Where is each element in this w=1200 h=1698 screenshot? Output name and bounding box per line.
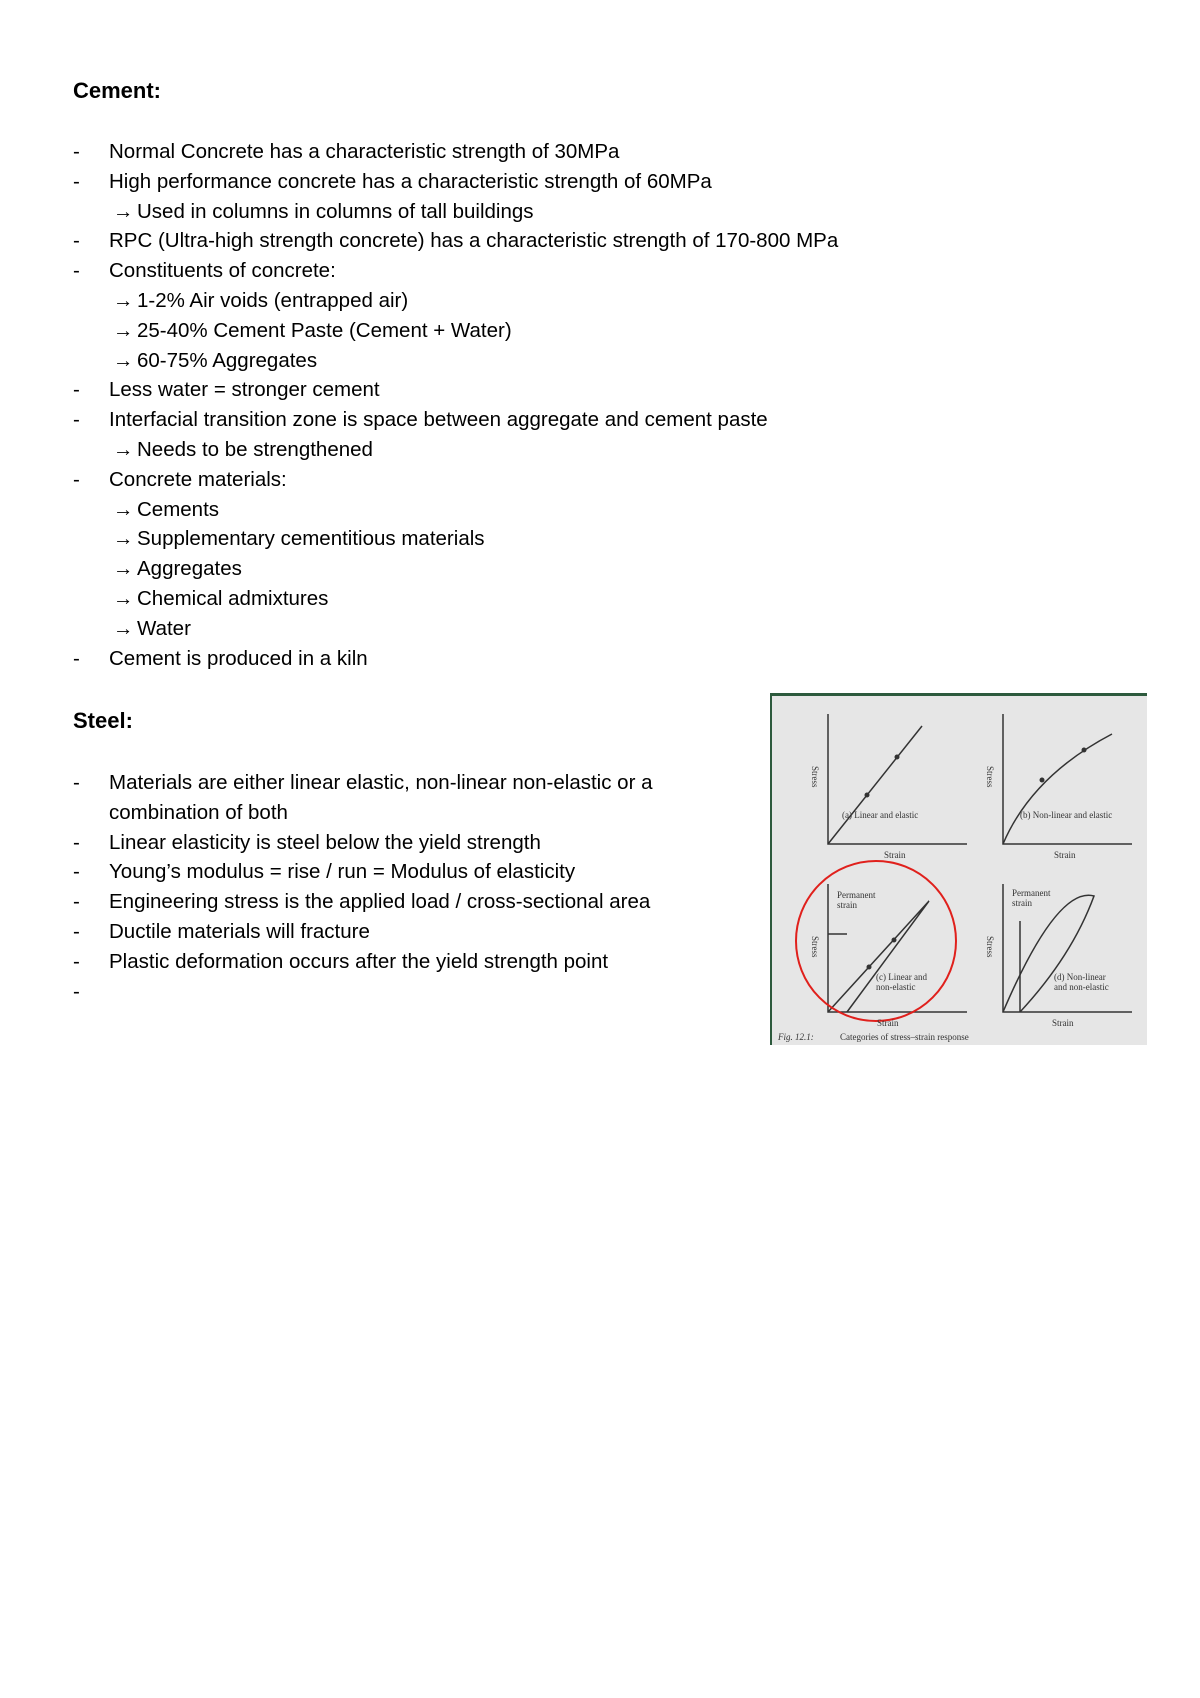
arrow-right-icon: → (113, 557, 134, 581)
dash-bullet: - (73, 259, 80, 283)
list-item-text: Interfacial transition zone is space between aggregate and cement paste (109, 408, 768, 432)
dash-bullet: - (73, 378, 80, 402)
list-item-text: Supplementary cementitious materials (137, 527, 485, 551)
dash-bullet: - (73, 860, 80, 884)
list-item (73, 947, 653, 977)
list-item (73, 917, 653, 947)
sub-list-item (73, 197, 838, 227)
panel-c-point (892, 938, 897, 943)
list-item-text: Concrete materials: (109, 467, 287, 491)
dash-bullet: - (73, 771, 80, 794)
section-heading-steel: Steel: (73, 708, 133, 733)
list-item-text: 25-40% Cement Paste (Cement + Water) (137, 318, 512, 342)
list-item-text: Materials are either linear elastic, non-linear non-elastic or a (109, 771, 653, 794)
list-item-text: Needs to be strengthened (137, 437, 373, 461)
list-item-text: Water (137, 616, 191, 640)
figure-caption-text: Categories of stress–strain response (840, 1032, 969, 1042)
panel-b-xlabel: Strain (1054, 850, 1076, 860)
arrow-right-icon: → (113, 199, 134, 223)
arrow-right-icon: → (113, 497, 134, 521)
arrow-right-icon: → (113, 616, 134, 640)
list-item-text: Cements (137, 497, 220, 521)
list-item-text: Linear elasticity is steel below the yield strength (109, 830, 541, 854)
list-item-text: RPC (Ultra-high strength concrete) has a characteristic strength of 170-800 MPa (109, 229, 839, 253)
list-item (73, 167, 838, 197)
list-item (73, 644, 838, 674)
list-item-text: High performance concrete has a characteristic strength of 60MPa (109, 169, 712, 193)
list-item (73, 137, 838, 167)
panel-c-point (867, 965, 872, 970)
list-item-text: Plastic deformation occurs after the yield strength point (109, 949, 609, 973)
list-item (73, 465, 838, 495)
panel-c-xlabel: Strain (877, 1018, 899, 1028)
dash-bullet: - (73, 979, 80, 1003)
arrow-right-icon: → (113, 437, 134, 461)
panel-c-note-2: strain (837, 900, 857, 910)
list-item (73, 405, 838, 435)
list-item-text: Engineering stress is the applied load / cross-sectional area (109, 890, 651, 914)
panel-d-note: Permanent (1012, 888, 1051, 898)
list-item (73, 768, 653, 798)
sub-list-item (73, 495, 838, 525)
list-item-text: 1-2% Air voids (entrapped air) (137, 288, 409, 312)
list-item-text: Constituents of concrete: (109, 259, 336, 283)
list-item (73, 226, 838, 256)
list-item-text: Young’s modulus = rise / run = Modulus of elasticity (109, 860, 576, 884)
dash-bullet: - (73, 646, 80, 670)
sub-list-item (73, 346, 838, 376)
sub-list-item (73, 316, 838, 346)
dash-bullet: - (73, 140, 80, 163)
panel-a-curve (828, 726, 922, 844)
arrow-right-icon: → (113, 318, 134, 342)
panel-a-ylabel: Stress (810, 766, 820, 788)
list-item-text: Normal Concrete has a characteristic strength of 30MPa (109, 140, 620, 163)
list-item-text: Cement is produced in a kiln (109, 646, 368, 670)
panel-b-ylabel: Stress (985, 766, 995, 788)
list-item-continuation (73, 798, 653, 828)
arrow-right-icon: → (113, 288, 134, 312)
panel-d-ylabel: Stress (985, 936, 995, 958)
dash-bullet: - (73, 890, 80, 914)
sub-list-item (73, 435, 838, 465)
panel-a-point (865, 793, 870, 798)
sub-list-item (73, 554, 838, 584)
arrow-right-icon: → (113, 586, 134, 610)
dash-bullet: - (73, 408, 80, 432)
panel-d-caption: (d) Non-linear (1054, 972, 1106, 982)
panel-d-note-2: strain (1012, 898, 1032, 908)
list-item (73, 375, 838, 405)
dash-bullet: - (73, 919, 80, 943)
list-item (73, 857, 653, 887)
panel-a-axes (828, 714, 967, 844)
sub-list-item (73, 584, 838, 614)
sub-list-item (73, 524, 838, 554)
list-item-text: combination of both (109, 800, 288, 824)
panel-c-ylabel: Stress (810, 936, 820, 958)
panel-d-caption-2: and non-elastic (1054, 982, 1109, 992)
dash-bullet: - (73, 229, 80, 253)
cement-notes-list (73, 137, 838, 673)
panel-c-note: Permanent (837, 890, 876, 900)
panel-c-caption-2: non-elastic (876, 982, 916, 992)
list-item-text: Aggregates (137, 557, 242, 581)
list-item-text: Chemical admixtures (137, 586, 329, 610)
dash-bullet: - (73, 169, 80, 193)
panel-a-xlabel: Strain (884, 850, 906, 860)
list-item (73, 887, 653, 917)
list-item-text: Used in columns in columns of tall buildings (137, 199, 534, 223)
figure-caption-label: Fig. 12.1: (778, 1032, 814, 1042)
sub-list-item (73, 614, 838, 644)
panel-a-caption: (a) Linear and elastic (842, 810, 919, 820)
sub-list-item (73, 286, 838, 316)
list-item-text: 60-75% Aggregates (137, 348, 318, 372)
list-item-text: Ductile materials will fracture (109, 919, 370, 943)
dash-bullet: - (73, 830, 80, 854)
panel-c-curve (828, 901, 929, 1012)
list-item (73, 828, 653, 858)
panel-a-point (895, 755, 900, 760)
section-heading-cement: Cement: (73, 78, 162, 103)
dash-bullet: - (73, 949, 80, 973)
panel-b-curve (1003, 734, 1112, 844)
stress-strain-figure (770, 693, 1147, 1045)
list-item-text: Less water = stronger cement (109, 378, 380, 402)
dash-bullet: - (73, 467, 80, 491)
arrow-right-icon: → (113, 527, 134, 551)
panel-b-caption: (b) Non-linear and elastic (1020, 810, 1113, 820)
steel-notes-list (73, 768, 653, 1003)
list-item (73, 256, 838, 286)
panel-b-axes (1003, 714, 1132, 844)
panel-b-point (1082, 748, 1087, 753)
panel-d-curve (1003, 895, 1094, 1012)
panel-d-xlabel: Strain (1052, 1018, 1074, 1028)
stress-strain-diagram (772, 696, 1147, 1045)
panel-c-caption: (c) Linear and (876, 972, 927, 982)
arrow-right-icon: → (113, 348, 134, 372)
panel-b-point (1040, 778, 1045, 783)
